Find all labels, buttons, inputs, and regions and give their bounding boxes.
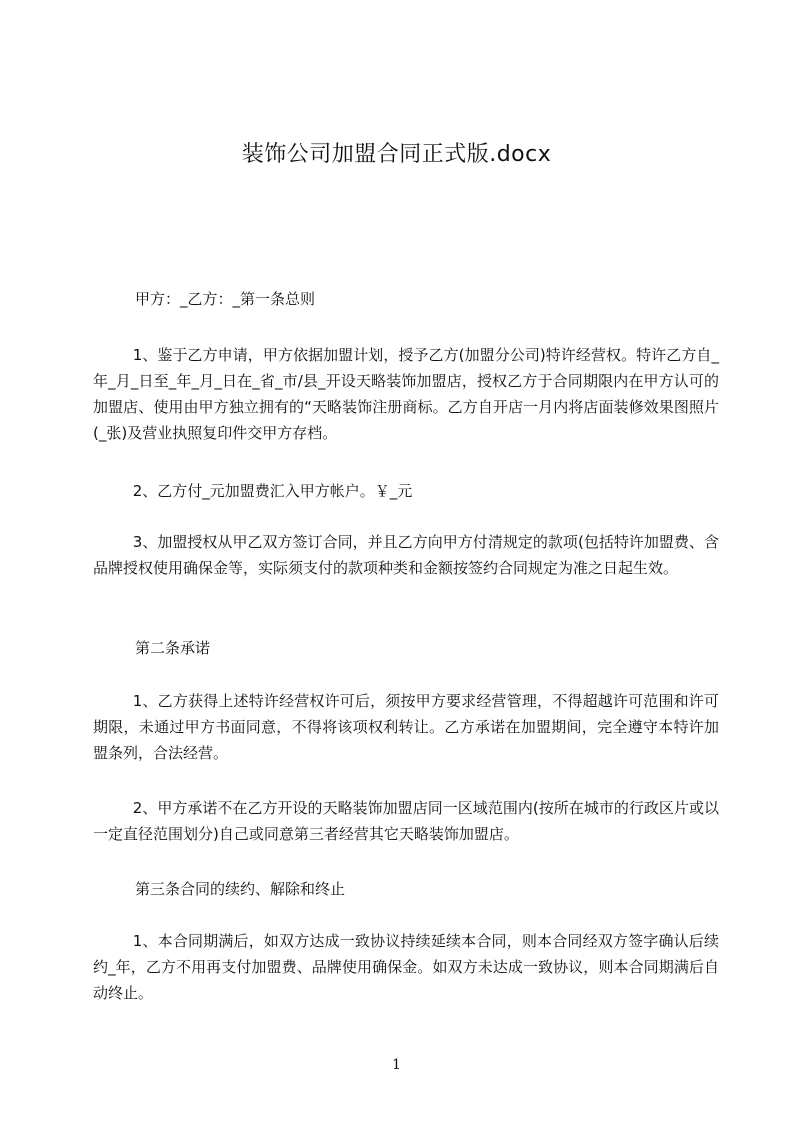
- paragraph-2-1: 1、乙方获得上述特许经营权许可后，须按甲方要求经营管理，不得超越许可范围和许可期限，未通过甲方书面同意，不得将该项权利转让。乙方承诺在加盟期间，完全遵守本特许加盟条列，合法经营。: [93, 692, 719, 762]
- document-title: 装饰公司加盟合同正式版.docx: [241, 142, 552, 167]
- paragraph-3-1: 1、本合同期满后，如双方达成一致协议持续延续本合同，则本合同经双方签字确认后续约_年，乙方不用再支付加盟费、品牌使用确保金。如双方未达成一致协议，则本合同期满后自动终止。: [93, 932, 719, 1002]
- paragraph-2-2: 2、甲方承诺不在乙方开设的天略装饰加盟店同一区域范围内(按所在城市的行政区片或以一定直径范围划分)自己或同意第三者经营其它天略装饰加盟店。: [93, 799, 719, 843]
- section-heading-2: 第二条承诺: [135, 639, 211, 657]
- paragraph-1-1: 1、鉴于乙方申请，甲方依据加盟计划，授予乙方(加盟分公司)特许经营权。特许乙方自_年_月_日至_年_月_日在_省_市/县_开设天略装饰加盟店，授权乙方于合同期限内在甲方认可的加盟店、使用由甲方独立拥有的“天略装饰注册商标。乙方自开店一月内将店面装修效果图照片(_张)及营业执照复印件交甲方存档。: [93, 346, 719, 442]
- section-heading-3: 第三条合同的续约、解除和终止: [135, 880, 346, 898]
- page-number: 1: [392, 1057, 401, 1073]
- paragraph-1-2: 2、乙方付_元加盟费汇入甲方帐户。￥_元: [132, 482, 413, 500]
- paragraph-1-3: 3、加盟授权从甲乙双方签订合同，并且乙方向甲方付清规定的款项(包括特许加盟费、含品牌授权使用确保金等，实际须支付的款项种类和金额按签约合同规定为准之日起生效。: [93, 533, 719, 577]
- paragraph-parties: 甲方：_乙方：_第一条总则: [135, 290, 316, 308]
